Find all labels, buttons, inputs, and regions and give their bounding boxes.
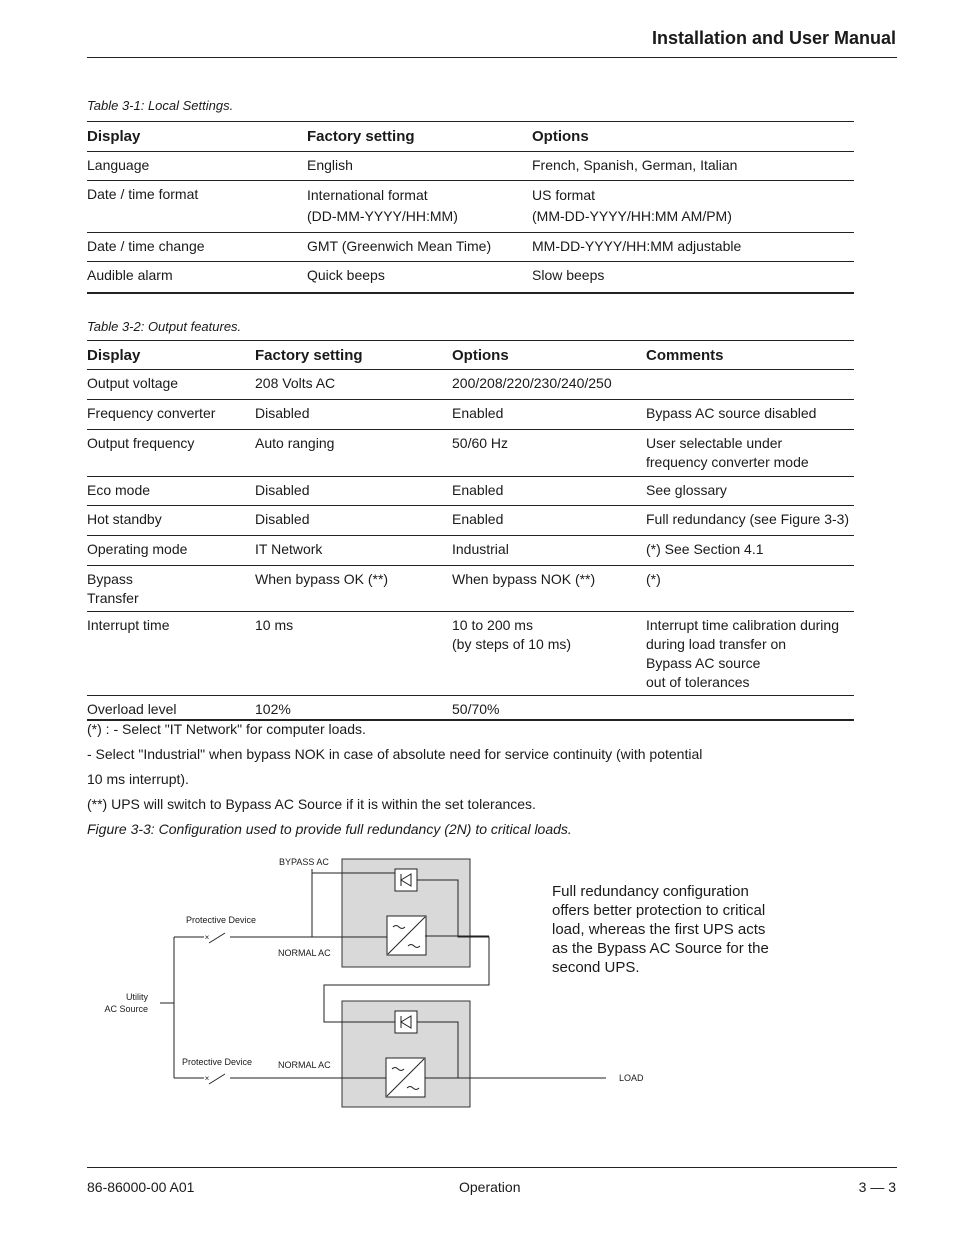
load-label: LOAD bbox=[619, 1073, 644, 1083]
table-cell: Full redundancy (see Figure 3-3) bbox=[646, 511, 850, 527]
table-cell: 102% bbox=[255, 701, 291, 717]
table-row bbox=[87, 262, 854, 293]
table-row bbox=[87, 506, 854, 536]
table-cell: Interrupt time bbox=[87, 617, 170, 633]
note-line: (*) : - Select "IT Network" for computer loads. bbox=[87, 721, 366, 737]
table-cell: IT Network bbox=[255, 541, 323, 557]
table-row bbox=[87, 477, 854, 506]
table-cell: 50/60 Hz bbox=[452, 435, 509, 451]
figure-description: Full redundancy configuration offers better protection to critical load, whereas the first UPS acts as the Bypass AC Source for the second UPS. bbox=[552, 883, 769, 976]
table-cell: 200/208/220/230/240/250 bbox=[452, 375, 612, 391]
table-cell: When bypass NOK (**) bbox=[452, 571, 596, 587]
table-cell: Bypass Transfer bbox=[87, 571, 139, 606]
column-header: Comments bbox=[646, 346, 724, 364]
table-cell: 10 ms bbox=[255, 617, 294, 633]
table-cell: 10 to 200 ms (by steps of 10 ms) bbox=[452, 617, 572, 652]
column-header: Display bbox=[87, 128, 141, 145]
table-cell bbox=[646, 696, 854, 721]
table-cell: Disabled bbox=[255, 511, 310, 527]
table-cell: User selectable under frequency converter mode bbox=[646, 435, 809, 470]
table-cell: Industrial bbox=[452, 541, 509, 557]
table-cell: English bbox=[307, 157, 353, 173]
ups2-bypass-switch-icon bbox=[395, 1011, 417, 1033]
table-cell: (*) See Section 4.1 bbox=[646, 541, 764, 557]
table-cell: Disabled bbox=[255, 405, 310, 421]
local-settings-table bbox=[87, 121, 854, 294]
table-row bbox=[87, 566, 854, 612]
column-header: Factory setting bbox=[255, 346, 363, 364]
note-line: - Select "Industrial" when bypass NOK in case of absolute need for service continuity (with potential bbox=[87, 746, 703, 762]
table-cell bbox=[646, 370, 854, 400]
table-row bbox=[87, 233, 854, 262]
table-cell: Enabled bbox=[452, 482, 504, 498]
note-line: 10 ms interrupt). bbox=[87, 771, 189, 787]
table-cell: Interrupt time calibration during during load transfer on Bypass AC source out of tolerances bbox=[646, 617, 839, 690]
note-line: (**) UPS will switch to Bypass AC Source if it is within the set tolerances. bbox=[87, 796, 536, 812]
table-cell: When bypass OK (**) bbox=[255, 571, 389, 587]
footer-doc-number: 86-86000-00 A01 bbox=[87, 1179, 195, 1195]
table-cell: Slow beeps bbox=[532, 267, 605, 283]
table-row bbox=[87, 181, 854, 233]
table-cell: Eco mode bbox=[87, 482, 151, 498]
column-header: Factory setting bbox=[307, 128, 415, 145]
table-cell: (*) bbox=[646, 571, 661, 587]
table-cell: Frequency converter bbox=[87, 405, 216, 421]
utility-label: Utility bbox=[126, 992, 148, 1002]
table-cell: Language bbox=[87, 157, 150, 173]
table-row bbox=[87, 430, 854, 477]
table-cell: Output frequency bbox=[87, 435, 195, 451]
table-row bbox=[87, 696, 854, 721]
table-row bbox=[87, 152, 854, 181]
table-row bbox=[87, 400, 854, 430]
table-cell: Bypass AC source disabled bbox=[646, 405, 817, 421]
table-cell: Overload level bbox=[87, 701, 177, 717]
ups1-bypass-switch-icon bbox=[395, 869, 417, 891]
bypass-ac-label: BYPASS AC bbox=[279, 857, 329, 867]
table-cell: Enabled bbox=[452, 405, 504, 421]
table2-caption: Table 3-2: Output features. bbox=[87, 319, 242, 334]
figure-caption: Figure 3-3: Configuration used to provide full redundancy (2N) to critical loads. bbox=[87, 821, 572, 837]
table-cell: Operating mode bbox=[87, 541, 188, 557]
breaker-mark: × bbox=[204, 933, 210, 942]
footer-section: Operation bbox=[459, 1179, 521, 1195]
column-header: Options bbox=[532, 128, 589, 145]
table-cell: Auto ranging bbox=[255, 435, 335, 451]
protective-device-label: Protective Device bbox=[182, 1057, 253, 1067]
column-header: Display bbox=[87, 346, 141, 364]
table-row bbox=[87, 370, 854, 400]
table-cell: Date / time format bbox=[87, 186, 199, 202]
breaker-mark: × bbox=[204, 1074, 210, 1083]
table1-caption: Table 3-1: Local Settings. bbox=[87, 98, 234, 113]
header-divider bbox=[87, 57, 897, 58]
table-cell: Hot standby bbox=[87, 511, 162, 527]
redundancy-diagram bbox=[0, 840, 954, 1130]
footer-divider bbox=[87, 1167, 897, 1168]
protective-device-label: Protective Device bbox=[186, 915, 257, 925]
page-header-title: Installation and User Manual bbox=[651, 28, 896, 48]
normal-ac-label: NORMAL AC bbox=[278, 948, 331, 958]
table-cell: Date / time change bbox=[87, 238, 205, 254]
table-cell: 50/70% bbox=[452, 701, 500, 717]
output-features-table bbox=[87, 340, 854, 721]
table-cell: Enabled bbox=[452, 511, 504, 527]
table-cell: 208 Volts AC bbox=[255, 375, 336, 391]
table-cell: International format (DD-MM-YYYY/HH:MM) bbox=[307, 187, 458, 224]
table-row bbox=[87, 536, 854, 566]
table-cell: US format (MM-DD-YYYY/HH:MM AM/PM) bbox=[532, 187, 732, 224]
table-cell: Audible alarm bbox=[87, 267, 173, 283]
table-cell: MM-DD-YYYY/HH:MM adjustable bbox=[532, 238, 742, 254]
table-cell: Output voltage bbox=[87, 375, 179, 391]
column-header: Options bbox=[452, 346, 509, 364]
table-cell: GMT (Greenwich Mean Time) bbox=[307, 238, 492, 254]
table-row bbox=[87, 612, 854, 696]
footer-page-number: 3 — 3 bbox=[858, 1179, 896, 1195]
table-cell: French, Spanish, German, Italian bbox=[532, 157, 738, 173]
table-cell: Quick beeps bbox=[307, 267, 385, 283]
utility-label: AC Source bbox=[104, 1004, 148, 1014]
table-cell: See glossary bbox=[646, 482, 727, 498]
table-cell: Disabled bbox=[255, 482, 310, 498]
normal-ac-label: NORMAL AC bbox=[278, 1060, 331, 1070]
